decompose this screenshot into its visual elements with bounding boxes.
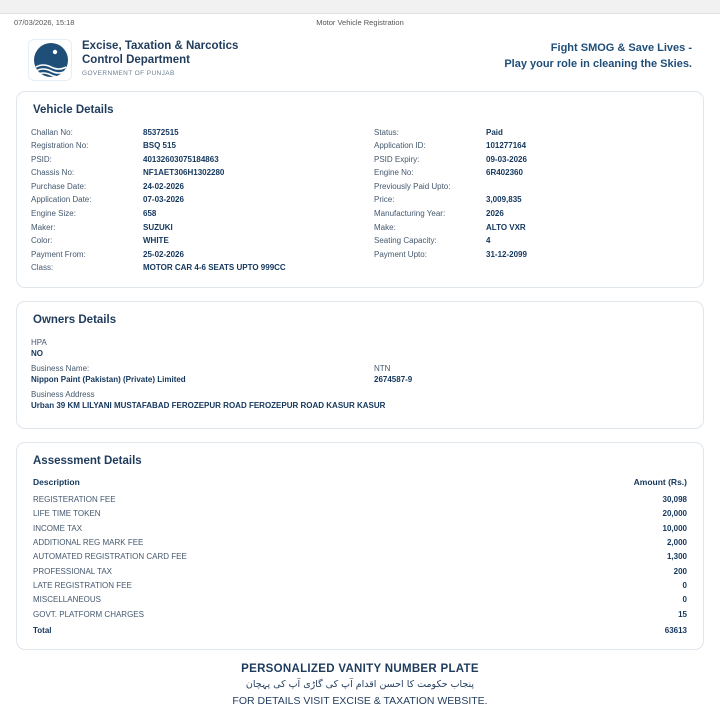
table-row	[31, 550, 689, 564]
fee-amount: 2,000	[666, 537, 687, 547]
field-row	[31, 207, 346, 221]
fee-description: INCOME TAX	[33, 523, 83, 533]
field-label: Engine No:	[374, 168, 414, 178]
document-footer	[12, 663, 708, 707]
business-name-value: Nippon Paint (Pakistan) (Private) Limited	[31, 375, 186, 385]
field-value: 07-03-2026	[143, 195, 184, 205]
field-row	[374, 153, 689, 167]
fee-description: LATE REGISTRATION FEE	[33, 581, 132, 591]
field-value: NF1AET306H1302280	[143, 168, 225, 178]
fee-amount: 1,300	[666, 552, 687, 562]
fee-amount: 10,000	[662, 523, 687, 533]
business-name-block	[31, 362, 346, 388]
fee-amount: 0	[682, 581, 687, 591]
business-name-label: Business Name:	[31, 364, 90, 374]
vehicle-details-left-column	[31, 126, 346, 275]
field-label: Challan No:	[31, 127, 73, 137]
table-row-total	[31, 622, 689, 638]
fee-amount: 0	[682, 595, 687, 605]
vehicle-details-right-column	[374, 126, 689, 275]
field-value: BSQ 515	[143, 141, 176, 151]
business-address-value: Urban 39 KM LILYANI MUSTAFABAD FEROZEPUR ROAD FEROZEPUR ROAD KASUR KASUR	[31, 401, 386, 411]
fee-description: ADDITIONAL REG MARK FEE	[33, 537, 144, 547]
field-row	[31, 153, 346, 167]
field-row	[31, 248, 346, 262]
field-label: PSID Expiry:	[374, 154, 420, 164]
owners-details-card	[16, 301, 704, 429]
field-value: SUZUKI	[143, 222, 173, 232]
field-label: Status:	[374, 127, 399, 137]
footer-urdu-text: پنجاب حکومت کا احسن اقدام آپ کی گاڑی آپ کی پہچان	[245, 679, 475, 691]
brand-block	[28, 39, 238, 81]
field-value: 2026	[486, 209, 504, 219]
field-row	[374, 167, 689, 181]
field-row	[31, 194, 346, 208]
ntn-value: 2674587-9	[374, 375, 413, 385]
fee-description: REGISTERATION FEE	[33, 494, 116, 504]
fee-description: GOVT. PLATFORM CHARGES	[33, 609, 144, 619]
smog-slogan	[504, 39, 692, 73]
slogan-line-1: Fight SMOG & Save Lives -	[550, 42, 692, 54]
fee-description: LIFE TIME TOKEN	[33, 509, 101, 519]
field-label: PSID:	[31, 154, 52, 164]
field-row	[374, 180, 689, 194]
field-row	[374, 235, 689, 249]
total-label: Total	[33, 625, 52, 635]
field-row	[31, 221, 346, 235]
field-row	[374, 207, 689, 221]
print-timestamp: 07/03/2026, 15:18	[14, 18, 75, 27]
ntn-block	[374, 362, 689, 388]
field-label: Maker:	[31, 222, 56, 232]
owners-details-title: Owners Details	[33, 314, 117, 327]
field-label: Previously Paid Upto:	[374, 181, 451, 191]
assessment-details-title: Assessment Details	[33, 455, 142, 468]
field-value: 24-02-2026	[143, 181, 184, 191]
field-row	[374, 221, 689, 235]
org-line-1: Excise, Taxation & Narcotics	[82, 40, 239, 52]
field-label: Make:	[374, 222, 396, 232]
field-value: MOTOR CAR 4-6 SEATS UPTO 999CC	[143, 263, 286, 273]
field-value: 25-02-2026	[143, 249, 184, 259]
fee-amount: 30,098	[662, 494, 687, 504]
column-header-description: Description	[33, 477, 80, 488]
table-row	[31, 607, 689, 621]
field-label: Engine Size:	[31, 209, 76, 219]
field-value: 09-03-2026	[486, 154, 527, 164]
field-label: Class:	[31, 263, 54, 273]
field-label: Price:	[374, 195, 395, 205]
table-row	[31, 535, 689, 549]
org-line-3: GOVERNMENT OF PUNJAB	[82, 69, 175, 77]
vehicle-details-card	[16, 91, 704, 288]
field-label: Registration No:	[31, 141, 89, 151]
field-row	[31, 167, 346, 181]
field-row	[31, 180, 346, 194]
org-line-2: Control Department	[82, 54, 190, 67]
print-header	[12, 14, 708, 29]
table-row	[31, 507, 689, 521]
print-preview-page	[0, 14, 720, 707]
field-value: 658	[143, 209, 157, 219]
field-row	[31, 235, 346, 249]
field-value: 101277164	[486, 141, 527, 151]
footer-details-note: FOR DETAILS VISIT EXCISE & TAXATION WEBSITE.	[232, 695, 488, 708]
field-label: Purchase Date:	[31, 181, 87, 191]
document-header	[12, 35, 708, 91]
fee-amount: 15	[678, 609, 687, 619]
organization-name	[82, 39, 238, 77]
slogan-line-2: Play your role in cleaning the Skies.	[504, 57, 692, 70]
vehicle-details-grid	[31, 126, 689, 275]
document-body	[12, 35, 708, 707]
field-value: 4	[486, 236, 491, 246]
field-row	[31, 126, 346, 140]
field-value: Paid	[486, 127, 503, 137]
field-row	[374, 248, 689, 262]
field-label: Color:	[31, 236, 53, 246]
field-value: 3,009,835	[486, 195, 522, 205]
footer-headline: PERSONALIZED VANITY NUMBER PLATE	[241, 663, 479, 676]
field-row	[374, 140, 689, 154]
fee-amount: 20,000	[662, 509, 687, 519]
field-label: Payment From:	[31, 249, 86, 259]
business-ntn-row	[31, 362, 689, 388]
print-page-title: Motor Vehicle Registration	[316, 18, 404, 27]
field-row	[31, 262, 346, 276]
vehicle-details-title: Vehicle Details	[33, 104, 114, 116]
table-row	[31, 521, 689, 535]
fee-description: MISCELLANEOUS	[33, 595, 102, 605]
business-address-label: Business Address	[31, 390, 95, 400]
table-row	[31, 492, 689, 506]
assessment-table-header	[31, 477, 689, 492]
fee-description: AUTOMATED REGISTRATION CARD FEE	[33, 552, 187, 562]
total-amount: 63613	[664, 625, 687, 635]
hpa-label: HPA	[31, 338, 47, 348]
field-label: Seating Capacity:	[374, 236, 437, 246]
fee-amount: 200	[673, 566, 687, 576]
field-label: Payment Upto:	[374, 249, 427, 259]
field-label: Manufacturing Year:	[374, 209, 446, 219]
field-row	[31, 140, 346, 154]
field-label: Application ID:	[374, 141, 426, 151]
field-row	[374, 126, 689, 140]
fee-description: PROFESSIONAL TAX	[33, 566, 112, 576]
field-value: WHITE	[143, 236, 169, 246]
field-value: ALTO VXR	[486, 222, 526, 232]
hpa-value: NO	[31, 349, 43, 359]
table-row	[31, 564, 689, 578]
table-row	[31, 578, 689, 592]
field-value: 40132603075184863	[143, 154, 219, 164]
column-header-amount: Amount (Rs.)	[633, 477, 687, 488]
field-value	[486, 183, 689, 191]
field-value: 31-12-2099	[486, 249, 527, 259]
ntn-label: NTN	[374, 364, 391, 374]
field-label: Chassis No:	[31, 168, 75, 178]
field-row	[374, 194, 689, 208]
excise-department-crest-icon	[28, 39, 72, 81]
field-value: 85372515	[143, 127, 179, 137]
browser-chrome-bar	[0, 0, 720, 14]
field-value: 6R402360	[486, 168, 523, 178]
table-row	[31, 593, 689, 607]
assessment-details-card	[16, 442, 704, 650]
field-label: Application Date:	[31, 195, 92, 205]
